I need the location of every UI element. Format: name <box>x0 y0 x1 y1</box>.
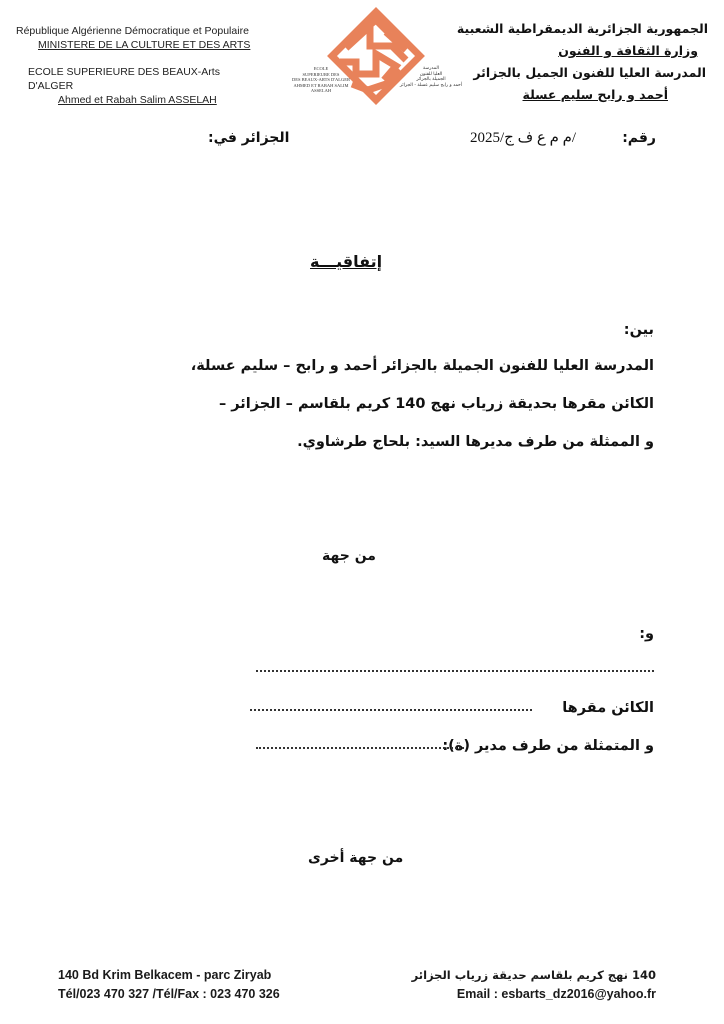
and-label: و: <box>639 626 654 642</box>
header-fr <box>16 24 256 107</box>
between-label: بين: <box>623 322 654 338</box>
footer-address-ar: 140 نهج كريم بلقاسم حديقة زرياب الجزائر <box>411 968 656 982</box>
side-one-label: من جهة <box>322 548 376 564</box>
header-fr-school-name: Ahmed et Rabah Salim ASSELAH <box>58 94 217 106</box>
side-two-label: من جهة أخرى <box>308 850 404 866</box>
logo-mark-icon <box>286 6 466 110</box>
footer-email[interactable]: Email : esbarts_dz2016@yahoo.fr <box>456 987 656 1001</box>
party2-representative-field[interactable] <box>256 747 464 749</box>
header-fr-school: ECOLE SUPERIEURE DES BEAUX-Arts D'ALGER <box>28 66 220 92</box>
header-ar-republic: الجمهورية الجزائرية الديمقراطية الشعبية <box>456 21 708 36</box>
header-fr-ministry: MINISTERE DE LA CULTURE ET DES ARTS <box>38 39 251 51</box>
party1-address: الكائن مقرها بحديقة زرياب نهج 140 كريم بلقاسم – الجزائر – <box>218 396 654 412</box>
header-ar <box>457 18 708 106</box>
header-ar-school-name: أحمد و رابح سليم عسلة <box>522 87 668 102</box>
header-fr-republic: République Algérienne Démocratique et Populaire <box>16 25 249 37</box>
footer-right <box>412 966 656 1004</box>
footer-address-fr: 140 Bd Krim Belkacem - parc Ziryab <box>58 968 272 982</box>
logo-caption-ar: المدرسة العليا للفنون الجميلة بالجزائر أحمد و رابح سليم عسلة - الجزائر <box>399 66 463 88</box>
footer-left <box>58 966 280 1004</box>
party1-name: المدرسة العليا للفنون الجميلة بالجزائر أحمد و رابح – سليم عسلة، <box>190 358 654 374</box>
party2-address-field[interactable] <box>250 709 532 711</box>
header-ar-school: المدرسة العليا للفنون الجميل بالجزائر <box>473 65 706 80</box>
school-logo <box>286 6 466 110</box>
logo-caption-fr: ECOLE SUPERIEURE DES DES BEAUX-ARTS D'ALGER AHMED ET RABAH SALIM ASSELAH <box>291 66 351 93</box>
footer-phone: Tél/023 470 327 /Tél/Fax : 023 470 326 <box>58 987 280 1001</box>
party1-representative: و الممثلة من طرف مديرها السيد: بلحاج طرشاوي. <box>297 434 654 450</box>
document-title: إتفاقيـــة <box>310 252 383 271</box>
ref-number-value: /م م ع ف ج/2025 <box>470 130 577 146</box>
party2-representative-label: و المتمثلة من طرف مدير (ة): <box>442 738 654 754</box>
party2-address-label: الكائن مقرها <box>562 700 654 716</box>
header-ar-ministry: وزارة الثقافة و الفنون <box>558 43 698 58</box>
ref-place-label: الجزائر في: <box>208 130 290 146</box>
ref-number-label: رقم: <box>622 130 656 146</box>
party2-name-field[interactable] <box>256 670 654 672</box>
